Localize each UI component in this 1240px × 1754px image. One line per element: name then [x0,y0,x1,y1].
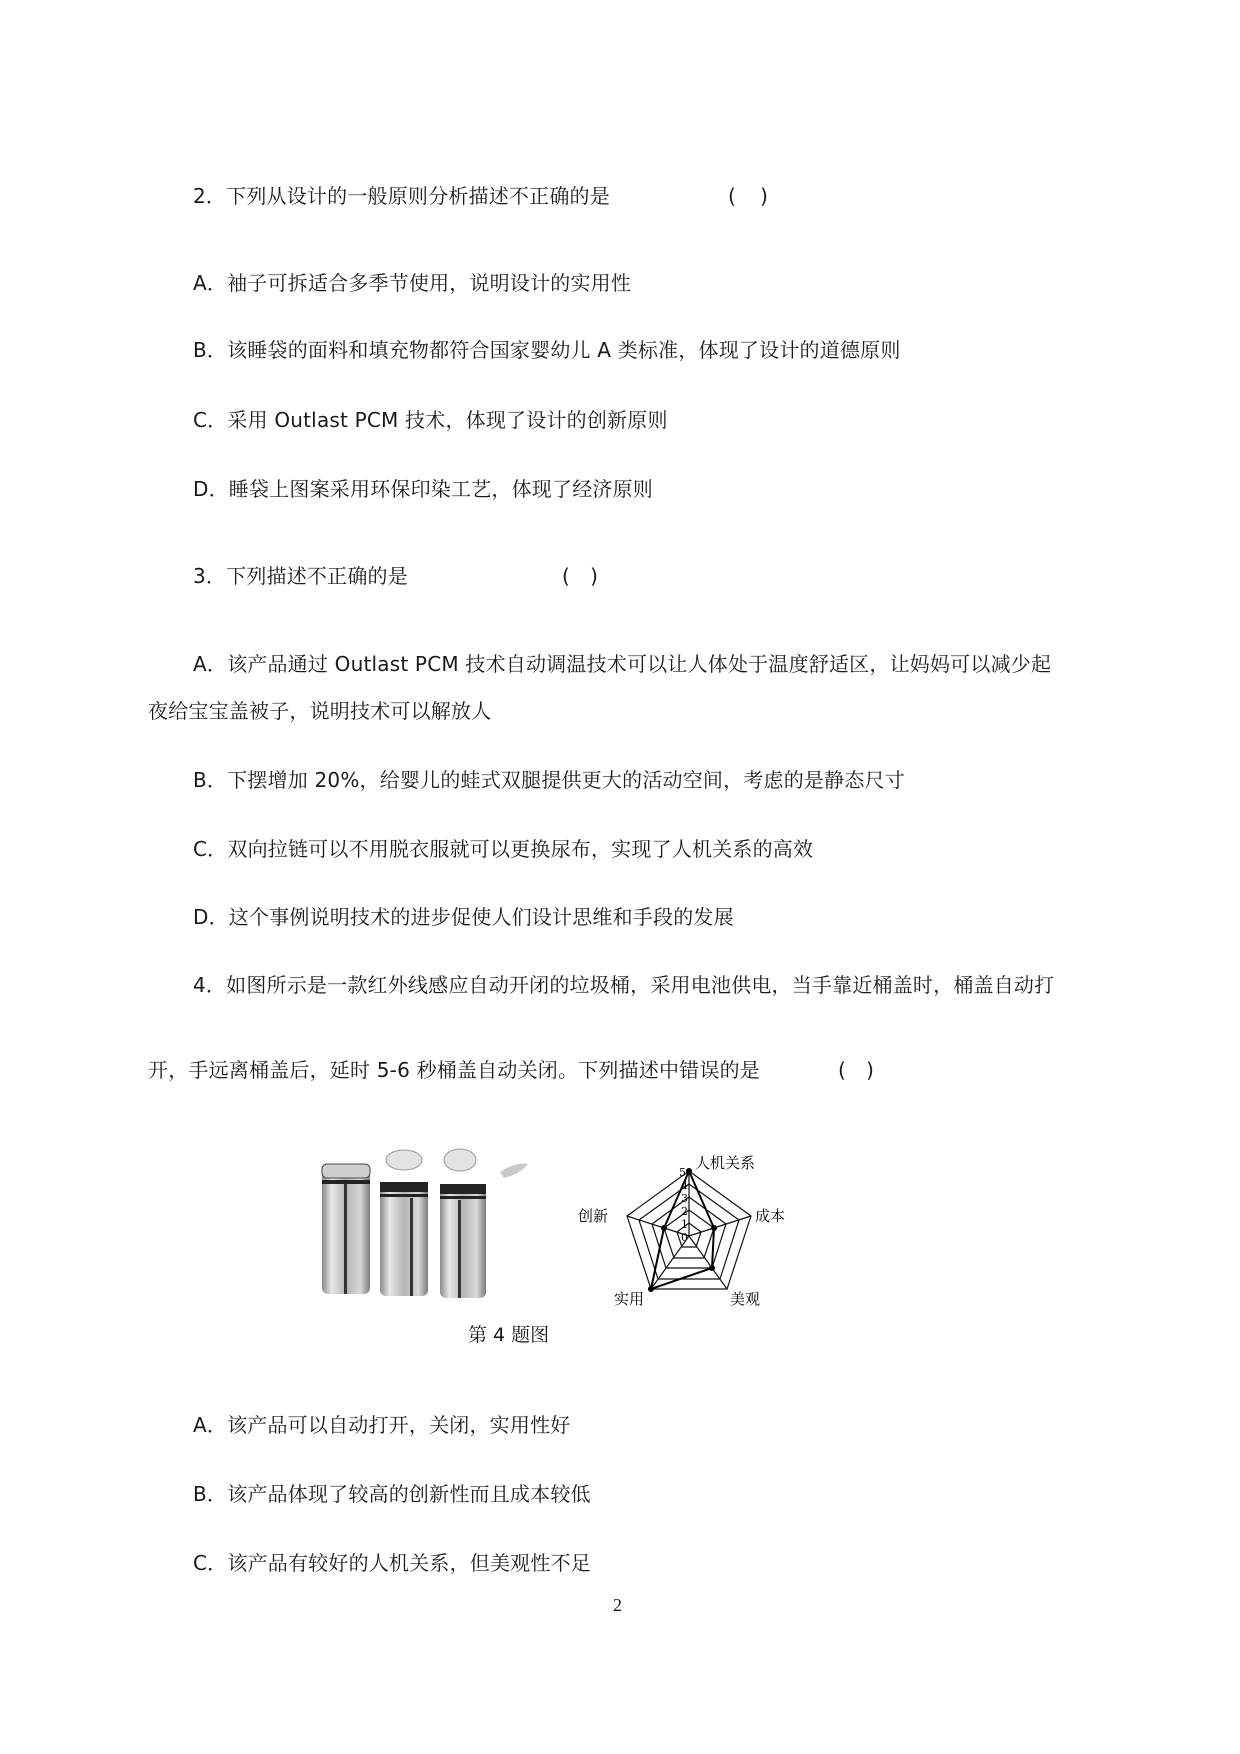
svg-text:1: 1 [681,1218,688,1231]
svg-text:3: 3 [681,1192,688,1205]
svg-text:成本: 成本 [755,1207,786,1225]
question-3-option-a-cont: 夜给宝宝盖被子，说明技术可以解放人 [148,699,492,723]
question-4-option-b: B．该产品体现了较高的创新性而且成本较低 [193,1482,591,1506]
svg-text:4: 4 [681,1179,688,1192]
question-3-option-b: B．下摆增加 20%，给婴儿的蛙式双腿提供更大的活动空间，考虑的是静态尺寸 [193,768,905,792]
svg-text:5: 5 [679,1166,686,1179]
radar-chart [572,1148,807,1308]
question-2-stem: 2．下列从设计的一般原则分析描述不正确的是 [193,184,610,208]
question-2-option-c: C．采用 Outlast PCM 技术，体现了设计的创新原则 [193,408,668,432]
question-4-stem-line2: 开，手远离桶盖后，延时 5-6 秒桶盖自动关闭。下列描述中错误的是 [148,1058,760,1082]
question-4-stem-line1: 4．如图所示是一款红外线感应自动开闭的垃圾桶，采用电池供电，当手靠近桶盖时，桶盖自动打 [193,973,1055,997]
svg-text:实用: 实用 [614,1290,645,1308]
question-2-option-b: B．该睡袋的面料和填充物都符合国家婴幼儿 A 类标准，体现了设计的道德原则 [193,338,901,362]
question-3-option-d: D．这个事例说明技术的进步促使人们设计思维和手段的发展 [193,905,734,929]
question-4-answer-bracket: ( ) [838,1058,874,1082]
svg-text:0: 0 [681,1231,688,1244]
question-3-option-a: A．该产品通过 Outlast PCM 技术自动调温技术可以让人体处于温度舒适区，让妈妈可以减少起 [193,652,1052,676]
question-2-option-d: D．睡袋上图案采用环保印染工艺，体现了经济原则 [193,477,653,501]
figure-caption: 第 4 题图 [468,1324,550,1346]
svg-text:人机关系: 人机关系 [695,1154,756,1172]
question-4-figure [320,1148,800,1308]
question-2-answer-bracket: ( ) [728,184,768,208]
trash-can-photo [320,1148,530,1304]
svg-text:创新: 创新 [578,1207,609,1225]
page-number: 2 [613,1595,622,1615]
question-2-option-a: A．袖子可拆适合多季节使用，说明设计的实用性 [193,271,632,295]
svg-text:美观: 美观 [730,1290,761,1308]
question-3-answer-bracket: ( ) [562,564,598,588]
question-3-stem: 3．下列描述不正确的是 [193,564,408,588]
question-4-option-a: A．该产品可以自动打开，关闭，实用性好 [193,1413,571,1437]
question-4-option-c: C．该产品有较好的人机关系，但美观性不足 [193,1551,591,1575]
svg-text:2: 2 [681,1205,688,1218]
question-3-option-c: C．双向拉链可以不用脱衣服就可以更换尿布，实现了人机关系的高效 [193,837,814,861]
